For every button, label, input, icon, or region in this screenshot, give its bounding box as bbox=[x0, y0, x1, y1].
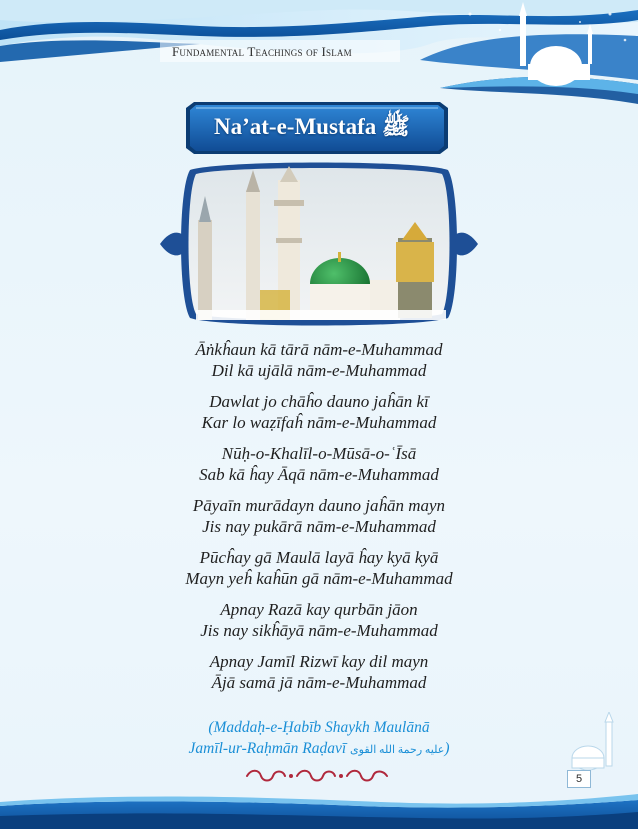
verse-line: Ājā samā jā nām-e-Muhammad bbox=[211, 673, 427, 692]
verse-line: Āṅkĥaun kā tārā nām-e-Muhammad bbox=[195, 340, 443, 359]
credit-close: ) bbox=[444, 740, 450, 757]
verse-line: Jis nay pukārā nām-e-Muhammad bbox=[202, 517, 436, 536]
verse-line: Pūcĥay gā Maulā layā ĥay kyā kyā bbox=[199, 548, 439, 567]
stanza bbox=[150, 495, 488, 537]
verse-line: Dil kā ujālā nām-e-Muhammad bbox=[211, 361, 427, 380]
verse-line: Apnay Jamīl Rizwī kay dil mayn bbox=[209, 652, 429, 671]
running-header: Fundamental Teachings of Islam bbox=[172, 44, 352, 59]
footer-wave-art bbox=[0, 706, 638, 829]
stanza bbox=[150, 339, 488, 381]
page-title: Na’at-e-Mustafa ﷺ bbox=[214, 114, 410, 139]
naat-poem bbox=[150, 339, 488, 703]
credit-line-1: (Maddaḥ-e-Ḥabīb Shaykh Maulānā bbox=[208, 719, 430, 736]
verse-line: Dawlat jo chāĥo dauno jaĥān kī bbox=[209, 392, 429, 411]
stanza bbox=[150, 599, 488, 641]
mosque-photo bbox=[160, 160, 478, 328]
stanza bbox=[150, 443, 488, 485]
verse-line: Mayn yeĥ kaĥūn gā nām-e-Muhammad bbox=[185, 569, 453, 588]
poet-name: Jamīl-ur-Raḥmān Raḍavī bbox=[188, 740, 347, 757]
stanza bbox=[150, 651, 488, 693]
verse-line: Sab kā ĥay Āqā nām-e-Muhammad bbox=[199, 465, 439, 484]
page-number: 5 bbox=[567, 770, 591, 788]
verse-line: Nūḥ-o-Khalīl-o-Mūsā-o-ʿĪsā bbox=[221, 444, 417, 463]
verse-line: Apnay Razā kay qurbān jāon bbox=[220, 600, 418, 619]
stanza bbox=[150, 391, 488, 433]
verse-line: Jis nay sikĥāyā nām-e-Muhammad bbox=[200, 621, 438, 640]
minaret-icon bbox=[566, 712, 626, 772]
stanza bbox=[150, 547, 488, 589]
verse-line: Kar lo waẓīfaĥ nām-e-Muhammad bbox=[201, 413, 437, 432]
verse-line: Pāyaīn murādayn dauno jaĥān mayn bbox=[192, 496, 446, 515]
honorific: عليه رحمة الله القوى bbox=[350, 744, 445, 756]
